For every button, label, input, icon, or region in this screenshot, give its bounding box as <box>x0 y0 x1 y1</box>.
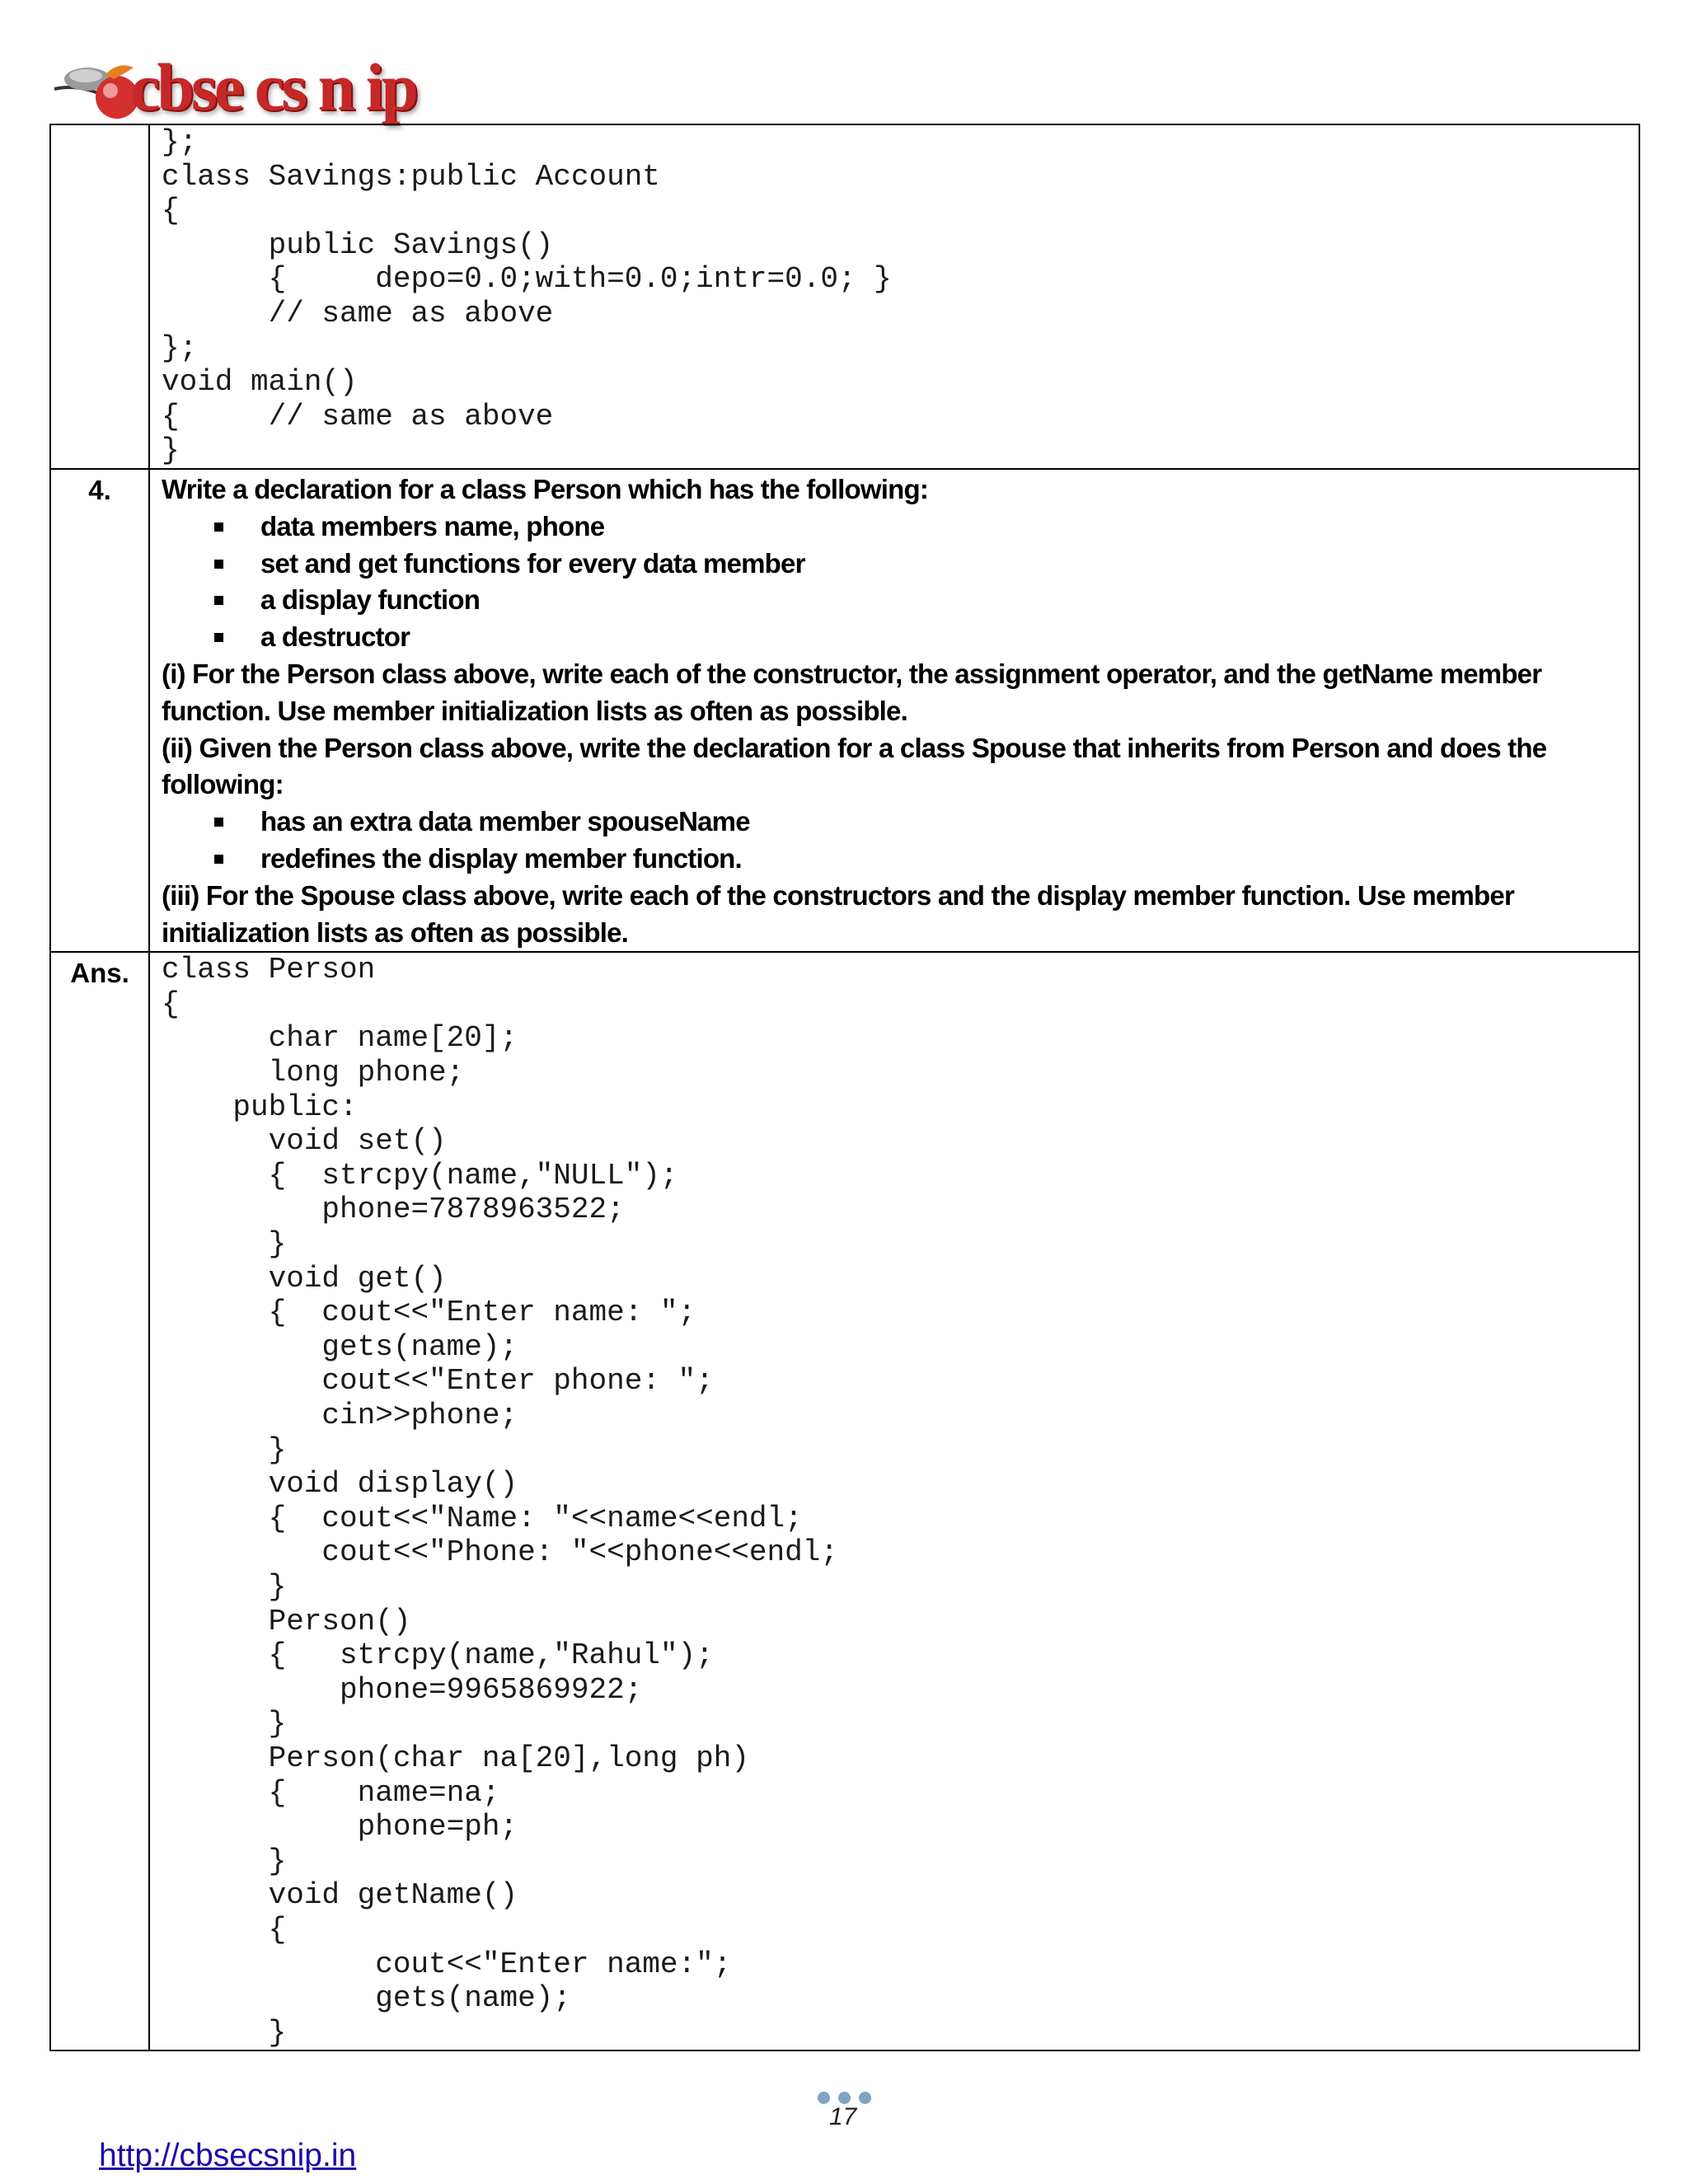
table-row-continued-code <box>50 124 1639 469</box>
code-block-person <box>162 953 1627 2050</box>
bullet-square-icon <box>214 523 223 532</box>
list-item: a destructor <box>162 619 1627 656</box>
bullet-square-icon <box>214 596 223 605</box>
question-cell <box>149 469 1639 952</box>
list-item: has an extra data member spouseName <box>162 804 1627 841</box>
code-block-savings <box>162 125 1627 468</box>
code-line: } <box>162 434 180 468</box>
code-line: } <box>162 1707 287 1741</box>
website-link[interactable]: http://cbsecsnip.in <box>99 2138 357 2173</box>
question-part-iii-line: (iii) For the Spouse class above, write each of the constructors and the display member function. Use member <box>162 879 1515 911</box>
question-part-iii-line: initialization lists as often as possible. <box>162 916 629 948</box>
code-line: { <box>162 1912 287 1947</box>
code-line: { cout<<"Name: "<<name<<endl; <box>162 1501 803 1535</box>
list-item: set and get functions for every data member <box>162 546 1627 583</box>
code-line: { <box>162 987 180 1021</box>
question-part-ii-line: following: <box>162 769 284 800</box>
code-line: { strcpy(name,"Rahul"); <box>162 1638 714 1673</box>
code-line: { name=na; <box>162 1775 500 1810</box>
code-line: } <box>162 1844 287 1878</box>
question-part-ii-line: (ii) Given the Person class above, write the declaration for a class Spouse that inherits from Person and does the <box>162 732 1547 763</box>
spouse-requirements-list <box>162 804 1627 878</box>
code-line: char name[20]; <box>162 1021 518 1056</box>
code-line: { depo=0.0;with=0.0;intr=0.0; } <box>162 262 892 297</box>
bullet-square-icon <box>214 560 223 569</box>
code-line: } <box>162 1432 287 1467</box>
table-row-answer <box>50 952 1639 2050</box>
code-line: // same as above <box>162 296 554 330</box>
code-line: phone=ph; <box>162 1810 518 1844</box>
code-line: void main() <box>162 365 358 400</box>
code-line: void getName() <box>162 1878 518 1913</box>
code-line: cout<<"Enter name:"; <box>162 1947 732 1981</box>
code-line: Person() <box>162 1604 411 1638</box>
code-line: gets(name); <box>162 1329 518 1364</box>
site-logo <box>51 51 438 130</box>
bullet-square-icon <box>214 855 223 864</box>
code-cell <box>149 124 1639 469</box>
code-line: { cout<<"Enter name: "; <box>162 1296 696 1330</box>
qa-table <box>49 124 1640 2051</box>
code-line: }; <box>162 330 198 365</box>
page-number: 17 <box>829 2103 857 2130</box>
code-line: phone=7878963522; <box>162 1193 625 1227</box>
question-part-i-line: function. Use member initialization lists as often as possible. <box>162 695 907 726</box>
code-line: { strcpy(name,"NULL"); <box>162 1158 678 1193</box>
logo-text: cbse cs n ip <box>130 49 416 124</box>
code-line: void get() <box>162 1261 447 1296</box>
code-line: cout<<"Phone: "<<phone<<endl; <box>162 1535 838 1570</box>
code-line: void set() <box>162 1124 447 1159</box>
code-line: cout<<"Enter phone: "; <box>162 1364 714 1399</box>
table-row-question <box>50 469 1639 952</box>
code-line: public: <box>162 1090 358 1124</box>
bullet-square-icon <box>214 633 223 642</box>
code-line: public Savings() <box>162 227 554 262</box>
question-intro: Write a declaration for a class Person which has the following: <box>162 473 929 504</box>
code-line: } <box>162 1227 287 1262</box>
list-item: data members name, phone <box>162 509 1627 546</box>
code-line: long phone; <box>162 1056 465 1090</box>
code-line: phone=9965869922; <box>162 1672 643 1707</box>
answer-cell <box>149 952 1639 2050</box>
code-line: class Savings:public Account <box>162 159 660 194</box>
question-part-i-line: (i) For the Person class above, write each of the constructor, the assignment operator, and the getName member <box>162 658 1542 689</box>
question-number: 4. <box>50 469 149 952</box>
code-line: { <box>162 194 180 228</box>
code-line: { // same as above <box>162 399 554 434</box>
code-line: } <box>162 1569 287 1604</box>
code-line: void display() <box>162 1467 518 1502</box>
list-item: redefines the display member function. <box>162 841 1627 878</box>
bullet-square-icon <box>214 818 223 827</box>
code-line: cin>>phone; <box>162 1399 518 1433</box>
code-line: class Person <box>162 953 376 987</box>
code-line: } <box>162 2015 287 2050</box>
requirements-list <box>162 509 1627 656</box>
code-line: Person(char na[20],long ph) <box>162 1741 749 1775</box>
list-item: a display function <box>162 582 1627 619</box>
row-number-cell <box>50 124 149 469</box>
code-line: }; <box>162 125 198 159</box>
answer-label: Ans. <box>50 952 149 2050</box>
code-line: gets(name); <box>162 1981 571 2016</box>
